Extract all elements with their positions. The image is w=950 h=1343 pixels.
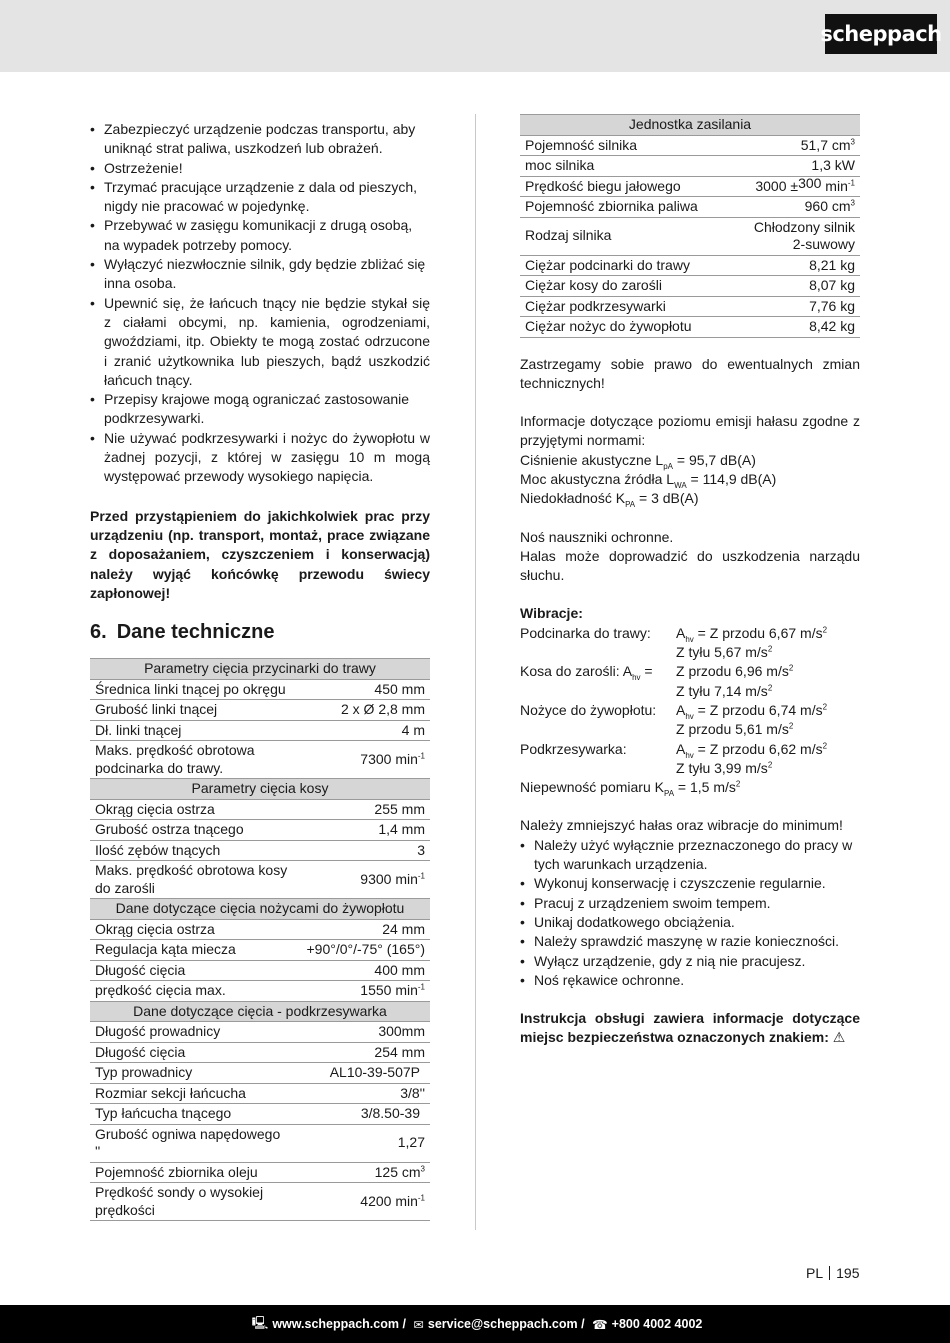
spec-label: Długość cięcia: [90, 960, 298, 981]
sup: 2: [767, 683, 773, 692]
vibration-row: [520, 643, 860, 662]
uncertainty: [520, 489, 860, 508]
spec-value: 7,76 kg: [731, 296, 860, 317]
list-item: • Pracuj z urządzeniem swoim tempem.: [520, 894, 860, 913]
table-header: Parametry cięcia przycinarki do trawy: [90, 659, 430, 680]
sub: PA: [625, 500, 636, 510]
spec-value: 300mm: [298, 1022, 430, 1043]
table-row: [520, 176, 860, 197]
spec-label: Typ łańcucha tnącego: [90, 1104, 298, 1125]
vibration-label: [520, 759, 676, 778]
value-sup: 3: [850, 198, 855, 208]
vibration-label: [520, 720, 676, 739]
spec-label: Pojemność zbiornika oleju: [90, 1162, 298, 1183]
sub: hv: [685, 711, 694, 721]
spec-label: Pojemność zbiornika paliwa: [520, 197, 731, 218]
table-row: [520, 276, 860, 297]
value-sup: -1: [417, 982, 425, 992]
safety-symbol-note: Instrukcja obsługi zawiera informacje dotyczące miejsc bezpieczeństwa oznaczonych znakiem: ⚠: [520, 1010, 860, 1046]
value-text: 7300 min: [360, 750, 418, 767]
list-item: • Upewnić się, że łańcuch tnący nie będzie stykał się z ciałami obcymi, np. kamienia, ogrodzeniami, gwoździami, itp. Obiekty te mogą zostać odrzucone i zranić użytkownika lub pieszych, bądź uszkodzić łańcuch tnący.: [90, 294, 430, 390]
list-item: • Wyłącz urządzenie, gdy z nią nie pracujesz.: [520, 952, 860, 971]
spec-label: Dł. linki tnącej: [90, 720, 298, 741]
power-unit-table: [520, 114, 860, 338]
reduce-title: Należy zmniejszyć hałas oraz wibracje do minimum!: [520, 817, 843, 834]
spec-value: 2 x Ø 2,8 mm: [298, 700, 430, 721]
spec-label: Ciężar podkrzesywarki: [520, 296, 731, 317]
spec-value: [298, 741, 430, 779]
table-row: [520, 317, 860, 338]
value-line: Chłodzony silnik: [753, 218, 855, 235]
sound-power: [520, 470, 860, 489]
spec-value: 3/8'': [298, 1083, 430, 1104]
spec-label: Ciężar kosy do zarośli: [520, 276, 731, 297]
table-row: [90, 720, 430, 741]
label-line: Maks. prędkość obrotowa kosy: [95, 862, 288, 879]
spec-value: 1,27: [298, 1124, 430, 1162]
vibration-label: Nożyce do żywopłotu:: [520, 701, 657, 718]
list-item: • Należy użyć wyłącznie przeznaczonego do pracy w tych warunkach urządzenia.: [520, 836, 860, 875]
spec-value: [298, 1162, 430, 1183]
value-text: 9300 min: [360, 870, 418, 887]
vibration-value: [676, 701, 860, 720]
spec-label: Długość cięcia: [90, 1042, 298, 1063]
table-header-row: [90, 899, 430, 920]
table-header-row: [520, 115, 860, 136]
vibration-value: [676, 759, 860, 778]
vibration-value: [676, 720, 860, 739]
spec-value: 254 mm: [298, 1042, 430, 1063]
table-row: [90, 981, 430, 1002]
list-item: • Nie używać podkrzesywarki i nożyc do żywopłotu w żadnej pozycji, z której w zasięgu 10 m mogą występować przewody wysokiego napięcia.: [90, 429, 430, 487]
label-line: do zarośli: [95, 879, 155, 896]
sup: 2: [767, 760, 773, 770]
spec-value: [298, 1183, 430, 1221]
vibration-row: [520, 682, 860, 701]
column-divider: [475, 114, 476, 1230]
spec-value: 1,3 kW: [731, 156, 860, 177]
table-row: [90, 1063, 430, 1084]
table-header: Jednostka zasilania: [520, 115, 860, 136]
table-row: [90, 1104, 430, 1125]
mail-icon: ✉: [413, 1317, 424, 1332]
label-line: Maks. prędkość obrotowa: [95, 742, 255, 759]
spec-label: [90, 1124, 298, 1162]
table-header-row: [90, 659, 430, 680]
text: Ciśnienie akustyczne L: [520, 451, 664, 468]
label-line: prędkości: [95, 1201, 155, 1218]
header-bar: [0, 0, 950, 72]
section-title: Dane techniczne: [116, 621, 275, 644]
sub: hv: [685, 750, 694, 760]
spec-value: 255 mm: [298, 799, 430, 820]
label-line: Grubość ogniwa napędowego: [95, 1125, 281, 1142]
ear-protection-note: [520, 528, 860, 586]
email-link[interactable]: service@scheppach.com: [427, 1317, 578, 1331]
list-item: • Wyłączyć niezwłocznie silnik, gdy będzie zbliżać się inna osoba.: [90, 255, 430, 294]
reduce-bullet-list: [520, 836, 860, 990]
table-row: [520, 217, 860, 255]
table-row: [90, 820, 430, 841]
footer-bar: [0, 1305, 950, 1343]
spark-plug-warning: Przed przystąpieniem do jakichkolwiek prac przy urządzeniu (np. transport, montaż, prace związane z doposażaniem, czyszczeniem i konserwacją) należy wyjąć końcówkę przewodu świecy zapłonowej!: [90, 507, 430, 601]
sup: 2: [788, 721, 794, 731]
spec-label: Okrąg cięcia ostrza: [90, 919, 298, 940]
list-item: • Noś rękawice ochronne.: [520, 971, 860, 990]
safety-bullet-list: [90, 120, 430, 487]
value-sup: -1: [417, 1193, 425, 1203]
spec-label: Grubość linki tnącej: [90, 700, 298, 721]
text: = 1,5 m/s: [674, 779, 736, 796]
spec-value: [731, 197, 860, 218]
table-row: [520, 156, 860, 177]
page-number-value: 195: [836, 1265, 860, 1281]
footer-separator: /: [398, 1317, 410, 1331]
table-row: [90, 679, 430, 700]
vibration-row: [520, 720, 860, 739]
page-number: [806, 1265, 859, 1281]
table-header: Dane dotyczące cięcia - podkrzesywarka: [90, 1001, 430, 1022]
value-unit: min: [821, 177, 848, 194]
text: =: [640, 663, 653, 680]
list-item: • Przepisy krajowe mogą ograniczać zastosowanie podkrzesywarki.: [90, 390, 430, 429]
text: Kosa do zarośli: A: [520, 663, 633, 680]
value-text: 1550 min: [360, 982, 418, 999]
table-row: [90, 1022, 430, 1043]
list-item: • Wykonuj konserwację i czyszczenie regularnie.: [520, 874, 860, 893]
table-row: [90, 861, 430, 899]
spec-label: [90, 741, 298, 779]
text: Z przodu 5,61 m/s: [676, 721, 789, 738]
value-line: 2-suwowy: [792, 236, 855, 252]
spec-label: Pojemność silnika: [520, 135, 731, 156]
table-row: [90, 1042, 430, 1063]
value-text: 4200 min: [360, 1192, 418, 1209]
label-line: podcinarka do trawy.: [95, 759, 224, 776]
text: A: [676, 624, 686, 641]
vibration-label: Podkrzesywarka:: [520, 740, 627, 757]
table-row: [90, 960, 430, 981]
text: A: [676, 740, 686, 757]
text: [520, 778, 740, 797]
label-line: Prędkość sondy o wysokiej: [95, 1184, 264, 1201]
list-item: • Zabezpieczyć urządzenie podczas transportu, aby uniknąć strat paliwa, uszkodzeń lub obrażeń.: [90, 120, 430, 159]
spec-value: 4 m: [298, 720, 430, 741]
text: = 3 dB(A): [635, 490, 699, 507]
vibration-value: [676, 662, 860, 681]
spec-value: 8,21 kg: [731, 255, 860, 276]
sub: pA: [663, 461, 673, 471]
table-header-row: [90, 1001, 430, 1022]
table-row: [90, 1162, 430, 1183]
text: Halas może doprowadzić do uszkodzenia narządu słuchu.: [520, 547, 860, 584]
list-item: • Należy sprawdzić maszynę w razie konieczności.: [520, 932, 860, 951]
spec-value: 8,07 kg: [731, 276, 860, 297]
sup: 2: [822, 740, 828, 750]
text: Z tyłu 3,99 m/s: [676, 759, 768, 776]
spec-label: Rodzaj silnika: [520, 217, 731, 255]
list-item: • Trzymać pracujące urządzenie z dala od pieszych, nigdy nie pracować w pojedynkę.: [90, 178, 430, 217]
spec-label: moc silnika: [520, 156, 731, 177]
spec-label: Ciężar podcinarki do trawy: [520, 255, 731, 276]
vibration-title: Wibracje:: [520, 605, 583, 622]
vibration-value: [676, 682, 860, 701]
value-text: 960 cm: [804, 198, 851, 214]
text: = Z przodu 6,62 m/s: [693, 740, 823, 757]
label-line: '': [95, 1143, 101, 1160]
text: Z przodu 6,96 m/s: [676, 663, 789, 680]
table-row: [90, 1183, 430, 1221]
table-row: [90, 1124, 430, 1162]
spec-value: 400 mm: [298, 960, 430, 981]
spec-label: prędkość cięcia max.: [90, 981, 298, 1002]
spec-label: Grubość ostrza tnącego: [90, 820, 298, 841]
spec-value: 450 mm: [298, 679, 430, 700]
sub: hv: [632, 673, 641, 683]
table-row: [90, 1083, 430, 1104]
vibration-label: [520, 643, 676, 662]
vibration-label: [520, 662, 676, 681]
vibration-row: [520, 701, 860, 720]
value-sup: -1: [417, 871, 425, 881]
spec-value: 24 mm: [298, 919, 430, 940]
spec-label: Rozmiar sekcji łańcucha: [90, 1083, 298, 1104]
spec-value: [731, 176, 860, 197]
value-text: 3000 ±: [755, 177, 799, 194]
sound-pressure: [520, 451, 860, 470]
phone-icon: ☎: [592, 1317, 608, 1332]
scheppach-logo: scheppach: [825, 14, 937, 54]
vibration-row: [520, 624, 860, 643]
table-row: [520, 135, 860, 156]
sup: 2: [788, 663, 794, 673]
spec-label: [90, 861, 298, 899]
table-row: [90, 741, 430, 779]
spec-label: Długość prowadnicy: [90, 1022, 298, 1043]
text: = 95,7 dB(A): [672, 451, 756, 468]
vibration-row: [520, 759, 860, 778]
value-sup: -1: [417, 751, 425, 761]
language-code: PL: [806, 1265, 824, 1281]
text: = Z przodu 6,74 m/s: [693, 701, 823, 718]
computer-icon: 🖳: [251, 1315, 269, 1330]
text: Niedokładność K: [520, 490, 626, 507]
table-header-row: [90, 779, 430, 800]
table-row: [520, 296, 860, 317]
vibration-label: Podcinarka do trawy:: [520, 624, 651, 641]
spec-value: 3/8.50-39: [298, 1104, 430, 1125]
text: A: [676, 701, 686, 718]
vibration-value: [676, 740, 860, 759]
cutting-parameters-table: [90, 658, 430, 1221]
value-sup: 3: [420, 1163, 425, 1173]
spec-label: Średnica linki tnącej po okręgu: [90, 679, 298, 700]
table-row: [520, 197, 860, 218]
spec-label: Okrąg cięcia ostrza: [90, 799, 298, 820]
sub: WA: [674, 480, 687, 490]
footer-separator: /: [577, 1317, 589, 1331]
vibration-label: [520, 682, 676, 701]
spec-value: AL10-39-507P: [298, 1063, 430, 1084]
text: Z tyłu 5,67 m/s: [676, 644, 768, 661]
spec-label: Typ prowadnicy: [90, 1063, 298, 1084]
table-row: [90, 700, 430, 721]
table-row: [520, 255, 860, 276]
sup: 2: [735, 779, 741, 789]
spec-value: 3: [298, 840, 430, 861]
value-text: 125 cm: [374, 1163, 421, 1180]
website-link[interactable]: www.scheppach.com: [272, 1317, 399, 1331]
text: = 114,9 dB(A): [686, 470, 777, 487]
spec-label: Regulacja kąta miecza: [90, 940, 298, 961]
spec-label: Ilość zębów tnących: [90, 840, 298, 861]
text: Noś nauszniki ochronne.: [520, 528, 674, 545]
text: = Z przodu 6,67 m/s: [693, 624, 823, 641]
text: Moc akustyczna źródła L: [520, 470, 675, 487]
right-column: [520, 114, 860, 1048]
noise-info: [520, 412, 860, 508]
table-row: [90, 940, 430, 961]
left-column: [90, 120, 430, 1221]
vibration-row: [520, 662, 860, 681]
section-number: 6.: [90, 621, 107, 644]
tech-change-note: Zastrzegamy sobie prawo do ewentualnych zmian technicznych!: [520, 355, 860, 391]
section-heading: [90, 621, 430, 644]
spec-value: [731, 217, 860, 255]
table-header: Dane dotyczące cięcia nożycami do żywopłotu: [90, 899, 430, 920]
spec-label: Ciężar nożyc do żywopłotu: [520, 317, 731, 338]
text: Z tyłu 7,14 m/s: [676, 682, 768, 699]
sub: hv: [685, 634, 694, 644]
value-sup: -1: [847, 177, 855, 187]
vibration-row: [520, 740, 860, 759]
spec-label: Prędkość biegu jałowego: [520, 176, 731, 197]
noise-intro: Informacje dotyczące poziomu emisji hałasu zgodne z przyjętymi normami:: [520, 413, 860, 449]
vibration-value: [676, 643, 860, 662]
spec-value: [298, 981, 430, 1002]
list-item: • Ostrzeżenie!: [90, 159, 430, 178]
spec-value: [731, 135, 860, 156]
table-row: [90, 840, 430, 861]
value-text: 51,7 cm: [800, 136, 851, 153]
sup: 2: [822, 625, 828, 635]
spec-value: 1,4 mm: [298, 820, 430, 841]
list-item: • Unikaj dodatkowego obciążenia.: [520, 913, 860, 932]
value-tolerance: 300: [798, 174, 822, 191]
phone-number[interactable]: +800 4002 4002: [611, 1317, 703, 1331]
table-row: [90, 799, 430, 820]
table-header: Parametry cięcia kosy: [90, 779, 430, 800]
spec-label: [90, 1183, 298, 1221]
list-item: • Przebywać w zasięgu komunikacji z drugą osobą, na wypadek potrzeby pomocy.: [90, 216, 430, 255]
text: Niepewność pomiaru K: [520, 779, 664, 796]
spec-value: +90°/0°/-75° (165°): [298, 940, 430, 961]
sup: 2: [822, 702, 828, 712]
value-sup: 3: [850, 136, 855, 146]
sub: PA: [663, 788, 675, 798]
table-row: [90, 919, 430, 940]
page-separator: [829, 1266, 830, 1280]
sup: 2: [767, 644, 773, 654]
measurement-uncertainty: [520, 778, 860, 797]
vibration-value: [676, 624, 860, 643]
spec-value: 8,42 kg: [731, 317, 860, 338]
spec-value: [298, 861, 430, 899]
